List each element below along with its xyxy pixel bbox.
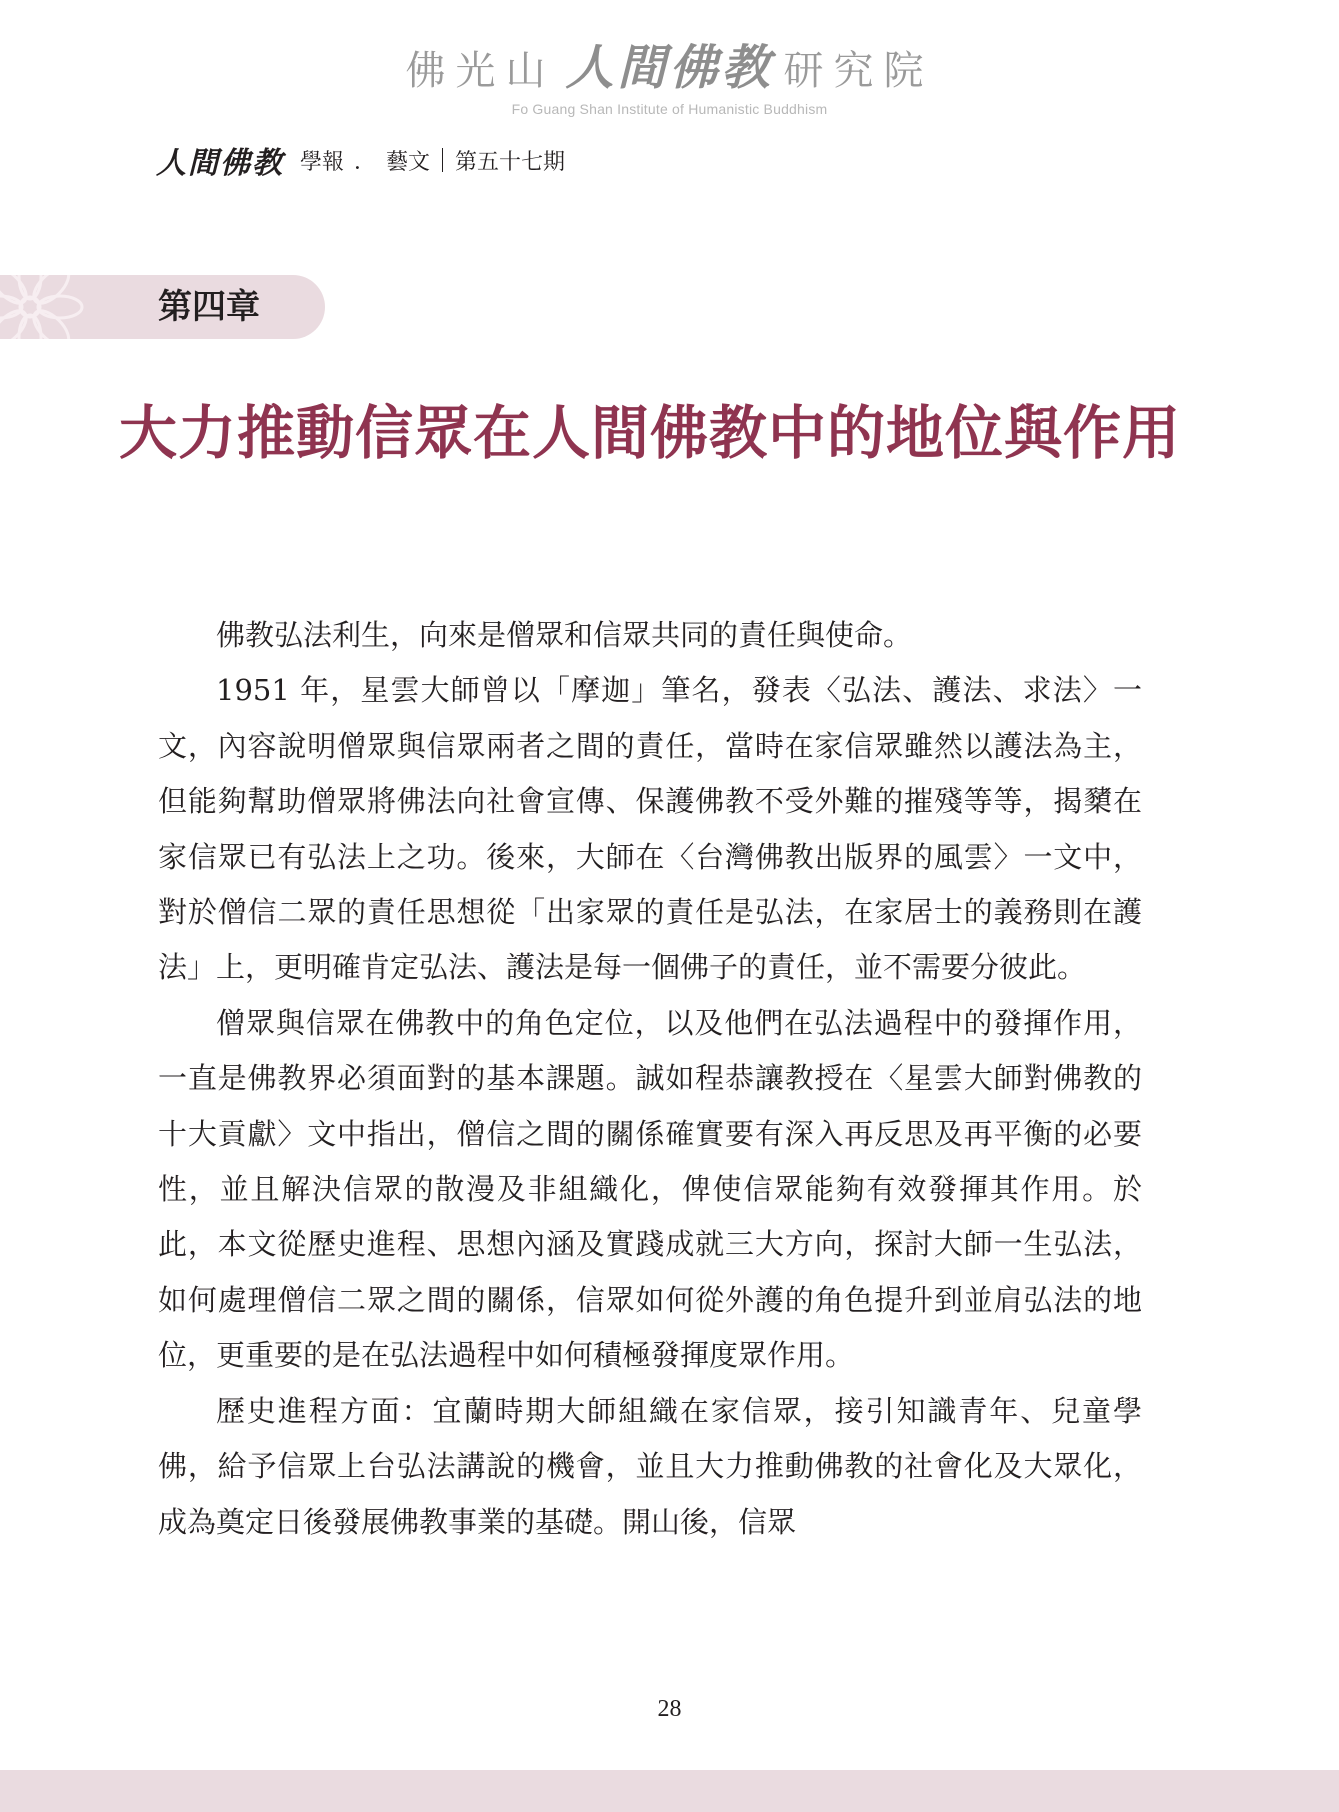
footer-band: [0, 1770, 1339, 1812]
masthead-logo-script: 人間佛教: [565, 40, 774, 96]
masthead-subtitle: Fo Guang Shan Institute of Humanistic Buddhism: [511, 101, 828, 117]
flower-ornament-icon: [0, 275, 90, 339]
paragraph: 僧眾與信眾在佛教中的角色定位，以及他們在弘法過程中的發揮作用，一直是佛教界必須面對的基本課題。誠如程恭讓教授在〈星雲大師對佛教的十大貢獻〉文中指出，僧信之間的關係確實要有深入再反思及再平衡的必要性，並且解決信眾的散漫及非組織化，俾使信眾能夠有效發揮其作用。於此，本文從歷史進程、思想內涵及實踐成就三大方向，探討大師一生弘法，如何處理僧信二眾之間的關係，信眾如何從外護的角色提升到並肩弘法的地位，更重要的是在弘法過程中如何積極發揮度眾作用。: [158, 1005, 1142, 1373]
journal-divider: [442, 148, 443, 172]
paragraph: 1951 年，星雲大師曾以「摩迦」筆名，發表〈弘法、護法、求法〉一文，內容說明僧眾與信眾兩者之間的責任，當時在家信眾雖然以護法為主，但能夠幫助僧眾將佛法向社會宣傳、保護佛教不受外難的摧殘等等，揭櫫在家信眾已有弘法上之功。後來，大師在〈台灣佛教出版界的風雲〉一文中，對於僧信二眾的責任思想從「出家眾的責任是弘法，在家居士的義務則在護法」上，更明確肯定弘法、護法是每一個佛子的責任，並不需要分彼此。: [158, 673, 1142, 985]
chapter-label: 第四章: [158, 287, 260, 327]
masthead-title: [0, 38, 1339, 101]
journal-separator: ．: [354, 149, 377, 175]
page-number: 28: [657, 1696, 682, 1722]
masthead-title-right: 研究院: [783, 48, 934, 94]
journal-logo: 人間佛教: [156, 146, 284, 181]
masthead: [0, 38, 1339, 117]
journal-name: 學報: [300, 149, 345, 175]
journal-issue: 第五十七期: [455, 149, 566, 175]
journal-section: 藝文: [386, 149, 431, 175]
journal-header: [156, 138, 565, 182]
paragraph: 歷史進程方面：宜蘭時期大師組織在家信眾，接引知識青年、兒童學佛，給予信眾上台弘法講說的機會，並且大力推動佛教的社會化及大眾化，成為奠定日後發展佛教事業的基礎。開山後，信眾: [158, 1393, 1142, 1539]
article-body: [158, 608, 1142, 1550]
chapter-tab: [0, 275, 325, 339]
article-title: 大力推動信眾在人間佛教中的地位與作用: [118, 399, 1181, 467]
masthead-title-left: 佛光山: [405, 48, 556, 94]
paragraph: 佛教弘法利生，向來是僧眾和信眾共同的責任與使命。: [216, 618, 913, 652]
